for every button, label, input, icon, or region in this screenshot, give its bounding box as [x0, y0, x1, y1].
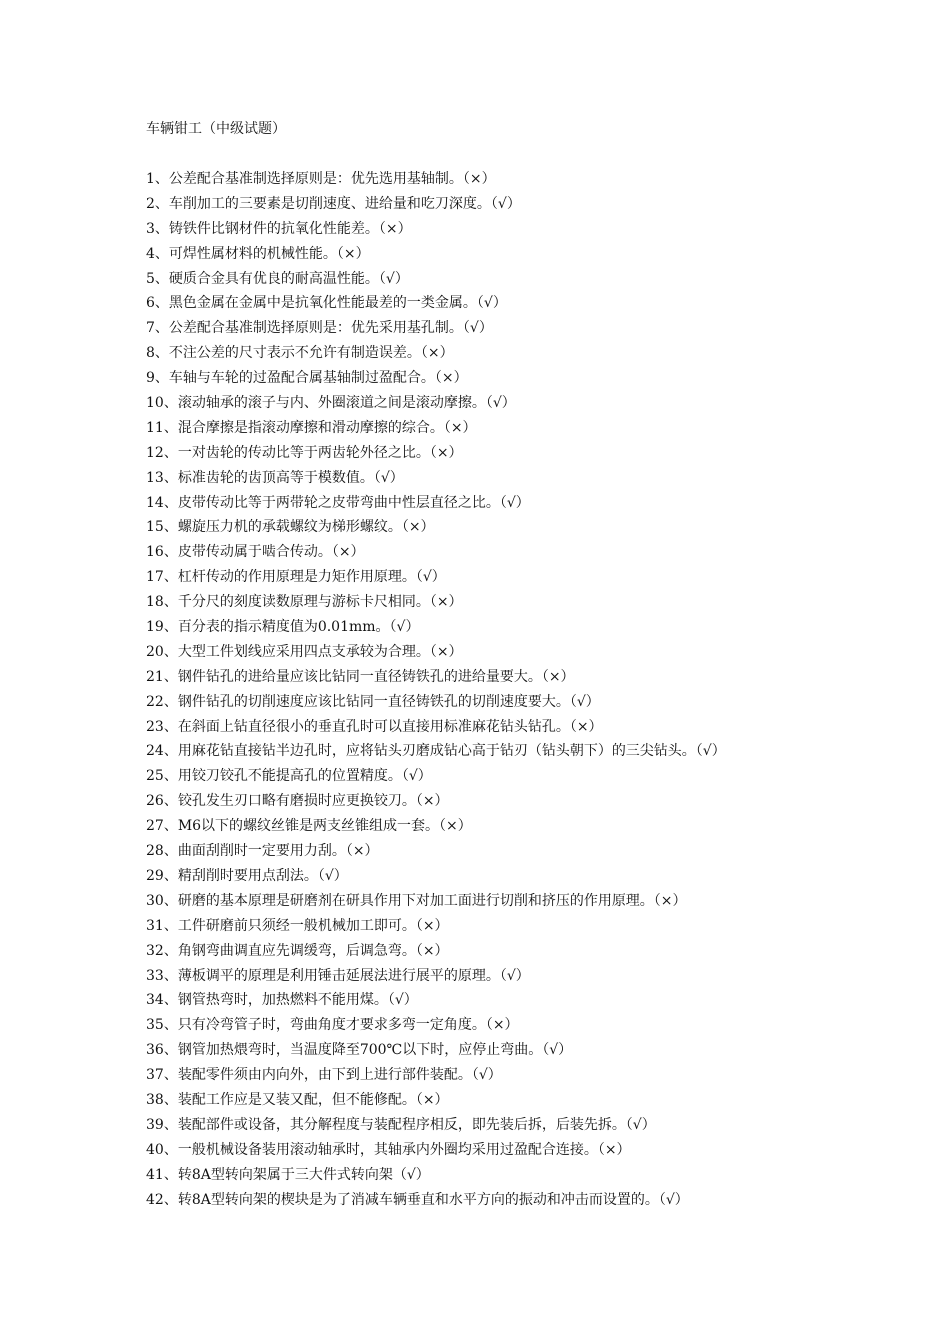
document-title: 车辆钳工（中级试题） — [146, 121, 286, 137]
question-item: 12、一对齿轮的传动比等于两齿轮外径之比。（×） — [146, 444, 463, 461]
question-item: 36、钢管加热煨弯时，当温度降至700℃以下时，应停止弯曲。（√） — [146, 1042, 573, 1059]
question-item: 21、钢件钻孔的进给量应该比钻同一直径铸铁孔的进给量要大。（×） — [146, 668, 575, 685]
question-item: 23、在斜面上钻直径很小的垂直孔时可以直接用标准麻花钻头钻孔。（×） — [146, 718, 603, 735]
question-item: 7、公差配合基准制选择原则是：优先采用基孔制。（√） — [146, 320, 493, 337]
question-item: 24、用麻花钻直接钻半边孔时，应将钻头刃磨成钻心高于钻刃（钻头朝下）的三尖钻头。（√） — [146, 743, 726, 760]
question-item: 9、车轴与车轮的过盈配合属基轴制过盈配合。（×） — [146, 370, 468, 387]
question-item: 41、转8A型转向架属于三大件式转向架（√） — [146, 1166, 430, 1183]
question-item: 35、只有冷弯管子时，弯曲角度才要求多弯一定角度。（×） — [146, 1017, 519, 1034]
question-item: 18、千分尺的刻度读数原理与游标卡尺相同。（×） — [146, 594, 463, 611]
question-item: 2、车削加工的三要素是切削速度、进给量和吃刀深度。（√） — [146, 195, 521, 212]
question-item: 40、一般机械设备装用滚动轴承时，其轴承内外圈均采用过盈配合连接。（×） — [146, 1141, 631, 1158]
question-item: 30、研磨的基本原理是研磨剂在研具作用下对加工面进行切削和挤压的作用原理。（×） — [146, 892, 687, 909]
question-item: 8、不注公差的尺寸表示不允许有制造误差。（×） — [146, 345, 454, 362]
question-item: 39、装配部件或设备，其分解程度与装配程序相反，即先装后拆，后装先拆。（√） — [146, 1116, 656, 1133]
question-item: 29、精刮削时要用点刮法。（√） — [146, 867, 348, 884]
question-item: 32、角钢弯曲调直应先调缓弯，后调急弯。（×） — [146, 942, 449, 959]
question-item: 22、钢件钻孔的切削速度应该比钻同一直径铸铁孔的切削速度要大。（√） — [146, 693, 600, 710]
question-item: 20、大型工件划线应采用四点支承较为合理。（×） — [146, 643, 463, 660]
question-item: 34、钢管热弯时，加热燃料不能用煤。（√） — [146, 992, 418, 1009]
question-item: 3、铸铁件比钢材件的抗氧化性能差。（×） — [146, 220, 412, 237]
question-item: 14、皮带传动比等于两带轮之皮带弯曲中性层直径之比。（√） — [146, 494, 530, 511]
question-item: 38、装配工作应是又装又配，但不能修配。（×） — [146, 1091, 449, 1108]
question-item: 10、滚动轴承的滚子与内、外圈滚道之间是滚动摩擦。（√） — [146, 395, 516, 412]
question-item: 6、黑色金属在金属中是抗氧化性能最差的一类金属。（√） — [146, 295, 507, 312]
question-item: 28、曲面刮削时一定要用力刮。（×） — [146, 843, 379, 860]
question-item: 42、转8A型转向架的楔块是为了消减车辆垂直和水平方向的振动和冲击而设置的。（√） — [146, 1191, 689, 1208]
question-item: 25、用铰刀铰孔不能提高孔的位置精度。（√） — [146, 768, 432, 785]
question-item: 27、M6以下的螺纹丝锥是两支丝锥组成一套。（×） — [146, 818, 472, 835]
question-item: 33、薄板调平的原理是利用锤击延展法进行展平的原理。（√） — [146, 967, 530, 984]
question-item: 17、杠杆传动的作用原理是力矩作用原理。（√） — [146, 569, 446, 586]
question-item: 37、装配零件须由内向外，由下到上进行部件装配。（√） — [146, 1067, 502, 1084]
question-item: 1、公差配合基准制选择原则是：优先选用基轴制。（×） — [146, 171, 496, 187]
question-item: 16、皮带传动属于啮合传动。（×） — [146, 544, 365, 561]
question-list — [146, 167, 726, 1212]
question-item: 4、可焊性属材料的机械性能。（×） — [146, 245, 370, 262]
question-item: 15、螺旋压力机的承载螺纹为梯形螺纹。（×） — [146, 519, 435, 536]
question-item: 31、工件研磨前只须经一般机械加工即可。（×） — [146, 917, 449, 934]
question-item: 11、混合摩擦是指滚动摩擦和滑动摩擦的综合。（×） — [146, 419, 477, 436]
question-item: 13、标准齿轮的齿顶高等于模数值。（√） — [146, 469, 404, 486]
question-item: 19、百分表的指示精度值为0.01mm。（√） — [146, 619, 420, 636]
question-item: 5、硬质合金具有优良的耐高温性能。（√） — [146, 270, 409, 287]
question-item: 26、铰孔发生刃口略有磨损时应更换铰刀。（×） — [146, 793, 449, 810]
